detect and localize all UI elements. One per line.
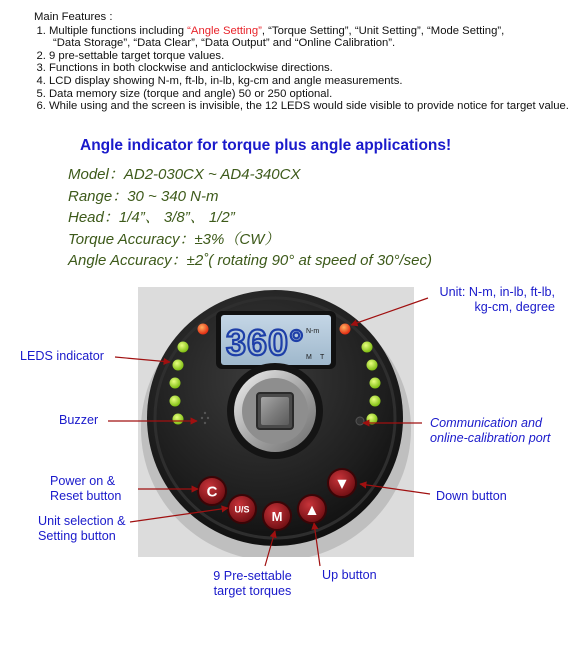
spec-torque-accuracy: Torque Accuracy：±3%（CW） (68, 230, 280, 248)
c-button-label: C (206, 483, 218, 501)
annotation-leds: LEDS indicator (20, 349, 104, 363)
buzzer-hole (201, 417, 203, 419)
feature-text: , “Torque Setting”, “Unit Setting”, “Mode Setting”, (261, 24, 505, 37)
annotation-unit-selection (38, 514, 126, 544)
led (367, 414, 378, 425)
main-features (34, 11, 569, 113)
annotation-line: Communication and (430, 416, 543, 430)
annotation-comm (430, 416, 550, 446)
led (173, 414, 184, 425)
annotation-line: kg-cm, degree (474, 300, 555, 314)
annotation-line: 9 Pre-settable (213, 569, 292, 583)
product-title: Angle indicator for torque plus angle applications! (80, 137, 452, 154)
communication-port (356, 417, 364, 425)
annotation-unit (431, 285, 555, 315)
feature-item (49, 25, 569, 50)
feature-item: 4. LCD display showing N-m, ft-lb, in-lb, kg-cm and angle measurements. (49, 75, 569, 88)
c-button[interactable] (198, 477, 226, 505)
annotation-line: Unit: N-m, in-lb, ft-lb, (439, 285, 555, 299)
feature-item: 3. Functions in both clockwise and anticlockwise directions. (49, 62, 569, 75)
annotation-line: Power on & (50, 474, 116, 488)
features-heading: Main Features : (34, 11, 113, 23)
red-led-left (198, 324, 209, 335)
annotation-down: Down button (436, 489, 507, 503)
specs (68, 164, 432, 272)
led (362, 342, 373, 353)
spec-model: Model：AD2-030CX ~ AD4-340CX (68, 166, 301, 183)
feature-highlight: “Angle Setting” (187, 24, 262, 37)
annotation-line: online-calibration port (430, 431, 551, 445)
annotation-buzzer: Buzzer (59, 413, 99, 427)
red-led-right (340, 324, 351, 335)
feature-item: 2. 9 pre-settable target torque values. (49, 50, 569, 63)
led (367, 360, 378, 371)
m-button-label: M (271, 509, 283, 524)
up-button[interactable] (298, 495, 326, 523)
lcd-flag: T (320, 354, 325, 361)
lcd-unit: N-m (306, 328, 320, 335)
lcd-mode: M (306, 354, 312, 361)
led (170, 378, 181, 389)
buzzer-hole (207, 417, 209, 419)
led (178, 342, 189, 353)
feature-item: 5. Data memory size (torque and angle) 50 or 250 optional. (49, 88, 569, 101)
buzzer-hole (204, 412, 206, 414)
down-button[interactable] (328, 469, 356, 497)
spec-head: Head：1/4”、 3/8”、 1/2” (68, 209, 235, 226)
annotation-line: Unit selection & (38, 514, 126, 528)
annotation-power (50, 474, 121, 504)
spec-range: Range：30 ~ 340 N-m (68, 187, 219, 205)
features-list (34, 25, 569, 113)
annotation-up: Up button (322, 568, 377, 582)
lcd-value: 360° (226, 322, 305, 363)
annotation-line: Reset button (50, 489, 122, 503)
annotation-preset (200, 569, 305, 599)
led (370, 378, 381, 389)
square-drive-face (261, 397, 289, 425)
m-button[interactable] (263, 502, 291, 530)
feature-text: Multiple functions including (49, 24, 188, 37)
annotation-line: target torques (213, 584, 292, 598)
us-button-label: U/S (234, 504, 250, 515)
spec-angle-accuracy: Angle Accuracy：±2˚( rotating 90° at speed of 30°/sec) (68, 252, 433, 269)
buzzer-hole (204, 422, 206, 424)
device-photo (138, 287, 414, 557)
led (170, 396, 181, 407)
led (173, 360, 184, 371)
feature-item: 6. While using and the screen is invisible, the 12 LEDS would side visible to provide notice for target value. (49, 100, 569, 113)
annotation-line: Setting button (38, 529, 116, 543)
feature-text: “Data Storage”, “Data Clear”, “Data Output” and “Online Calibration”. (53, 37, 396, 50)
down-button-label: ▼ (337, 476, 347, 491)
led (370, 396, 381, 407)
us-button[interactable] (228, 495, 256, 523)
device-illustration (138, 287, 414, 557)
up-button-label: ▲ (307, 502, 317, 517)
